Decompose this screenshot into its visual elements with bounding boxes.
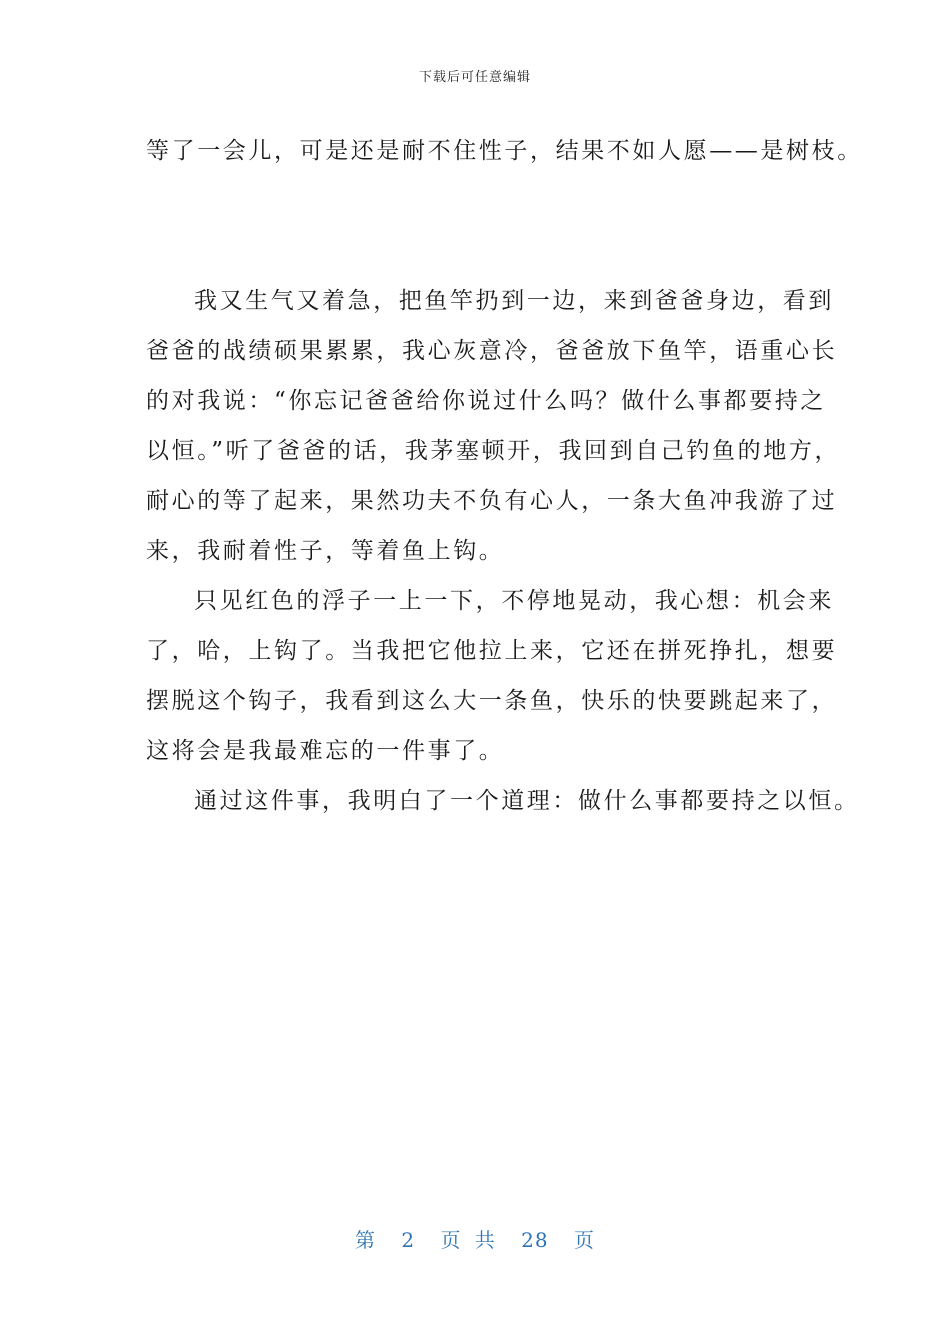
header-text: 下载后可任意编辑: [418, 70, 531, 85]
page-footer: [0, 1224, 950, 1253]
paragraph-gap: [146, 176, 806, 276]
text-line: 来，我耐着性子，等着鱼上钩。: [146, 538, 505, 564]
paragraph-catch: [146, 576, 838, 776]
paragraph-lesson: [146, 776, 860, 826]
footer-total-pages: 28: [521, 1228, 549, 1252]
document-body: [146, 126, 863, 826]
text-line: 摆脱这个钩子，我看到这么大一条鱼，快乐的快要跳起来了，: [146, 688, 838, 714]
text-line: 这将会是我最难忘的一件事了。: [146, 738, 505, 764]
text-line: 通过这件事，我明白了一个道理：做什么事都要持之以恒。: [194, 788, 860, 814]
text-line: 了，哈，上钩了。当我把它他拉上来，它还在拼死挣扎，想要: [146, 638, 838, 664]
text-line: 以恒。”听了爸爸的话，我茅塞顿开，我回到自己钓鱼的地方，: [146, 438, 841, 464]
paragraph-continuation: [146, 126, 863, 176]
footer-middle: 页 共: [440, 1228, 496, 1252]
text-line: 的对我说：“你忘记爸爸给你说过什么吗？做什么事都要持之: [146, 388, 826, 414]
footer-suffix: 页: [573, 1228, 595, 1252]
page-header: [0, 66, 950, 85]
text-line: 等了一会儿，可是还是耐不住性子，结果不如人愿——是树枝。: [146, 138, 863, 164]
footer-prefix: 第: [355, 1228, 376, 1252]
text-line: 耐心的等了起来，果然功夫不负有心人，一条大鱼冲我游了过: [146, 488, 838, 514]
text-line: 爸爸的战绩硕果累累，我心灰意冷，爸爸放下鱼竿，语重心长: [146, 338, 838, 364]
footer-current-page: 2: [401, 1228, 416, 1252]
paragraph-angry: [146, 276, 841, 576]
text-line: 只见红色的浮子一上一下，不停地晃动，我心想：机会来: [194, 588, 834, 614]
text-line: 我又生气又着急，把鱼竿扔到一边，来到爸爸身边，看到: [194, 288, 834, 314]
